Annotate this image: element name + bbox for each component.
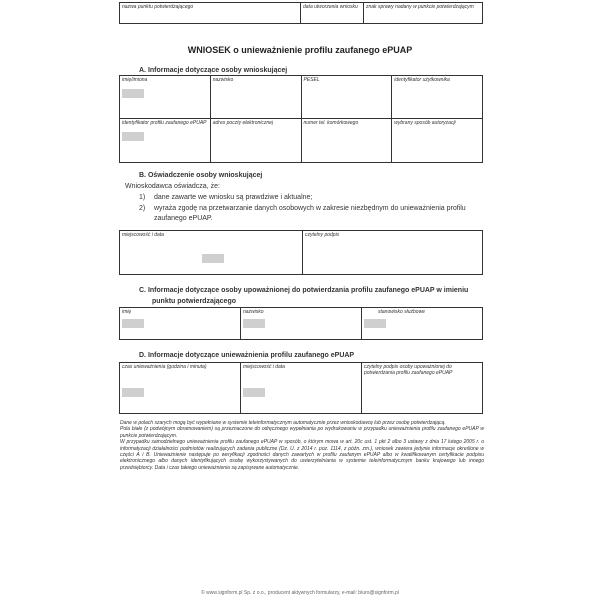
pesel-label: PESEL [303,77,320,83]
footnote-paragraph-2: Pola białe (z podwójnym obramowaniem) są przeznaczone do odręcznego wypełniania po wydrukowaniu w przypadku unieważnienia profilu zaufanego ePUAP w punkcie potwierdzającym. [120,426,484,439]
section-b-item2-number: 2) [139,205,146,212]
email-label: adres poczty elektronicznej [212,120,274,126]
authorized-signature-label: czytelny podpis osoby upoważnionej do potwierdzania profilu zaufanego ePUAP [364,364,453,376]
signature-cell[interactable] [303,231,483,275]
auth-surname-cell[interactable] [241,308,362,340]
profile-id-cell[interactable] [120,119,211,163]
pesel-cell[interactable] [301,76,392,119]
footnote-paragraph-3: W przypadku samodzielnego unieważnienia profilu zaufanego ePUAP w sposób, o którym mowa w art. 20c ust. 1 pkt 2 albo 3 ustawy z dnia 17 lutego 2005 r. o informatyzacji działalności podmiotów realizujących zadania publiczne (Dz. U. z 2014 r. poz. 1114, z późn. zm.), wniosek zawiera jedynie informacje określone w części A i B. Unieważnienie następuje po weryfikacji zgodności danych zawartych w profilu zaufanym ePUAP albo w kwalifikowanym certyfikacie podpisu elektronicznego albo danych identyfikujących osobę wykorzystywanych do uwierzytelniania w systemie teleinformatycznym banku krajowego lub innego przedsiębiorcy. Data i czas takiego unieważnienia są zapisywane automatycznie. [120,439,484,471]
surname-label: nazwisko [212,77,234,83]
point-name-cell[interactable] [120,3,301,24]
place-date-grey-field[interactable] [202,254,224,263]
invalidation-time-grey-field[interactable] [122,388,144,397]
auth-method-label: wybrany sposób autoryzacji [394,120,456,126]
authorized-signature-cell[interactable] [362,363,483,414]
place-date-cell[interactable] [120,231,303,275]
top-table [119,2,483,24]
footnote [120,420,484,471]
section-b-intro: Wnioskodawca oświadcza, że: [125,183,220,190]
section-c-heading-line2: punktu potwierdzającego [152,298,237,305]
section-b-item2-line2: zaufanego ePUAP. [154,215,213,222]
auth-surname-label: nazwisko [243,309,264,315]
point-name-label: nazwa punktu potwierdzającego [122,4,194,10]
auth-position-grey-field[interactable] [364,319,386,328]
invalidation-time-cell[interactable] [120,363,241,414]
phone-label: numer tel. komórkowego [303,120,359,126]
section-b-heading: B. Oświadczenie osoby wnioskującej [139,172,263,179]
section-d-table [119,362,483,414]
section-a-heading: A. Informacje dotyczące osoby wnioskującej [139,67,288,74]
auth-first-name-grey-field[interactable] [122,319,144,328]
auth-surname-grey-field[interactable] [243,319,265,328]
first-name-grey-field[interactable] [122,89,144,98]
section-c-heading-line1: C. Informacje dotyczące osoby upoważnionej do potwierdzania profilu zaufanego ePUAP w imieniu [139,287,469,294]
profile-id-grey-field[interactable] [122,132,144,141]
section-a-table [119,75,483,163]
section-d-heading: D. Informacje dotyczące unieważnienia profilu zaufanego ePUAP [139,352,355,359]
document-title: WNIOSEK o unieważnienie profilu zaufanego ePUAP [187,45,413,55]
invalidation-place-date-label: miejscowość i data [243,364,285,370]
footnote-paragraph-1: Dane w polach szarych mogą być wypełniane w systemie teleinformatycznym automatycznie przez wnioskodawcę lub przez osobę potwierdzającą. [120,420,446,426]
case-number-cell[interactable] [364,3,483,24]
invalidation-place-date-grey-field[interactable] [243,388,265,397]
first-name-label: imię/imiona [122,77,148,83]
section-c-table [119,307,483,340]
auth-position-label: stanowisko służbowe [378,309,425,315]
user-id-cell[interactable] [392,76,483,119]
invalidation-place-date-cell[interactable] [241,363,362,414]
profile-id-label: identyfikator profilu zaufanego ePUAP [122,120,207,126]
creation-date-label: data utworzenia wniosku [303,4,358,10]
first-name-cell[interactable] [120,76,211,119]
invalidation-time-label: czas unieważnienia (godzina i minuta) [122,364,207,370]
place-date-label: miejscowość i data [122,232,164,238]
user-id-label: identyfikator użytkownika [394,77,450,83]
section-b-item1: dane zawarte we wniosku są prawdziwe i aktualne; [154,194,313,201]
auth-first-name-label: imię [122,309,132,315]
section-b-item1-number: 1) [139,194,146,201]
phone-cell[interactable] [301,119,392,163]
case-number-label: znak sprawy nadany w punkcie potwierdzającym [366,4,474,10]
auth-position-cell[interactable] [362,308,483,340]
signature-label: czytelny podpis [305,232,340,238]
auth-first-name-cell[interactable] [120,308,241,340]
section-b-table [119,230,483,275]
bottom-credit: © www.signform.pl Sp. z o.o., producent aktywnych formularzy, e-mail: biuro@signform.pl [201,590,399,596]
email-cell[interactable] [210,119,301,163]
auth-method-cell[interactable] [392,119,483,163]
surname-cell[interactable] [210,76,301,119]
creation-date-cell[interactable] [301,3,364,24]
section-b-item2-line1: wyraża zgodę na przetwarzanie danych osobowych w zakresie niezbędnym do unieważnienia profilu [154,205,466,212]
